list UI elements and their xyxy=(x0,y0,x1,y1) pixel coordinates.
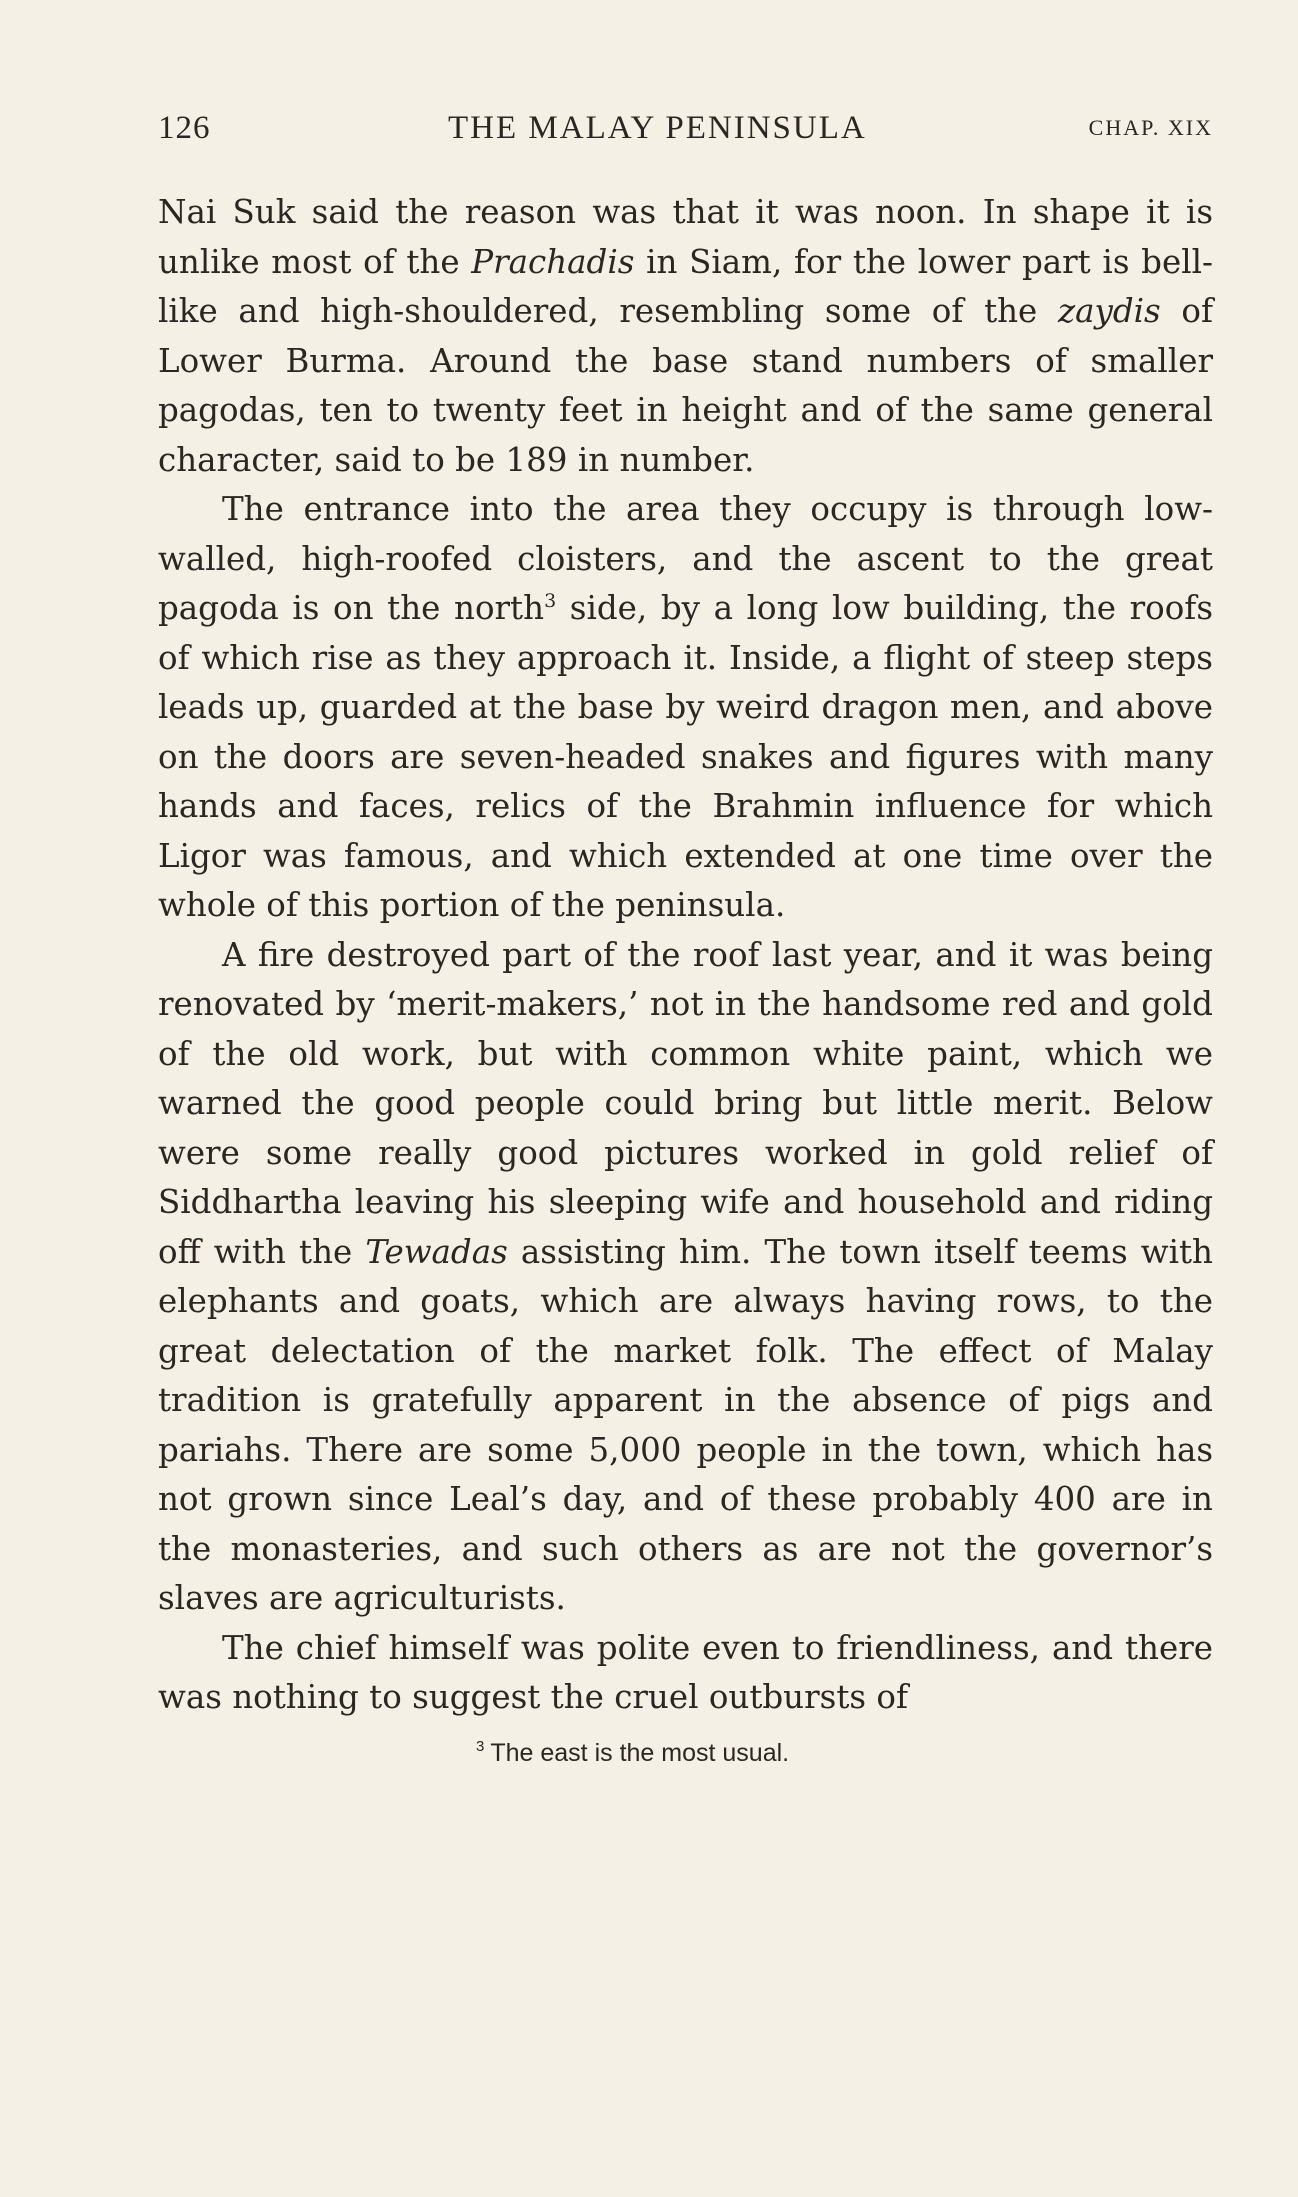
text-segment: of Lower Burma. Around the base stand numbers of smaller pagodas, ten to twenty feet in height and of the same general character, said to be 189 in number. xyxy=(158,292,1213,479)
text-segment: A fire destroyed part of the roof last year, and it was being renovated by ‘merit-makers,’ not in the handsome red and gold of the old work, but with common white paint, which we warned the good people could bring but little merit. Below were some really good pictures worked in gold relief of Siddhartha leaving his sleeping wife and household and riding off with the xyxy=(158,935,1213,1271)
text-segment: Nai Suk said the reason was that it was noon. In shape it is unlike most of the xyxy=(158,193,1213,281)
footnote-marker: 3 xyxy=(476,1738,485,1756)
paragraph-1 xyxy=(158,188,1213,485)
text-segment: side, by a long low building, the roofs of which rise as they approach it. Inside, a flight of steep steps leads up, guarded at the base by weird dragon men, and above on the doors are seven-headed snakes and figures with many hands and faces, relics of the Brahmin influence for which Ligor was famous, and which extended at one time over the whole of this portion of the peninsula. xyxy=(158,589,1213,924)
body-text xyxy=(158,188,1213,1723)
italic-term: zaydis xyxy=(1057,292,1161,330)
text-segment: assisting him. The town itself teems with elephants and goats, which are always having rows, to the great delectation of the market folk. The effect of Malay tradition is gratefully apparent in the absence of pigs and pariahs. There are some 5,000 people in the town, which has not grown since Leal’s day, and of these probably 400 are in the monasteries, and such others as are not the governor’s slaves are agriculturists. xyxy=(158,1232,1213,1617)
paragraph-3 xyxy=(158,931,1213,1624)
italic-term: Prachadis xyxy=(471,242,635,281)
running-head xyxy=(158,100,1213,160)
text-segment: in Siam, for the lower part is bell-like and high-shouldered, resembling some of the xyxy=(158,242,1213,330)
paragraph-2 xyxy=(158,485,1213,931)
footnote-reference: 3 xyxy=(544,590,557,613)
paragraph-4 xyxy=(158,1624,1213,1723)
text-segment: The chief himself was polite even to friendliness, and there was nothing to suggest the cruel outbursts of xyxy=(158,1628,1213,1716)
italic-term: Tewadas xyxy=(365,1232,508,1271)
chapter-label: CHAP. XIX xyxy=(1088,115,1213,140)
footnote-text: The east is the most usual. xyxy=(490,1738,790,1767)
text-segment: The entrance into the area they occupy is through low-walled, high-roofed cloisters, and the ascent to the great pagoda is on the north xyxy=(158,490,1213,627)
page-number: 126 xyxy=(158,110,211,146)
footnote xyxy=(158,1737,1213,1769)
book-page xyxy=(158,100,1213,1769)
running-title: THE MALAY PENINSULA xyxy=(448,110,867,146)
